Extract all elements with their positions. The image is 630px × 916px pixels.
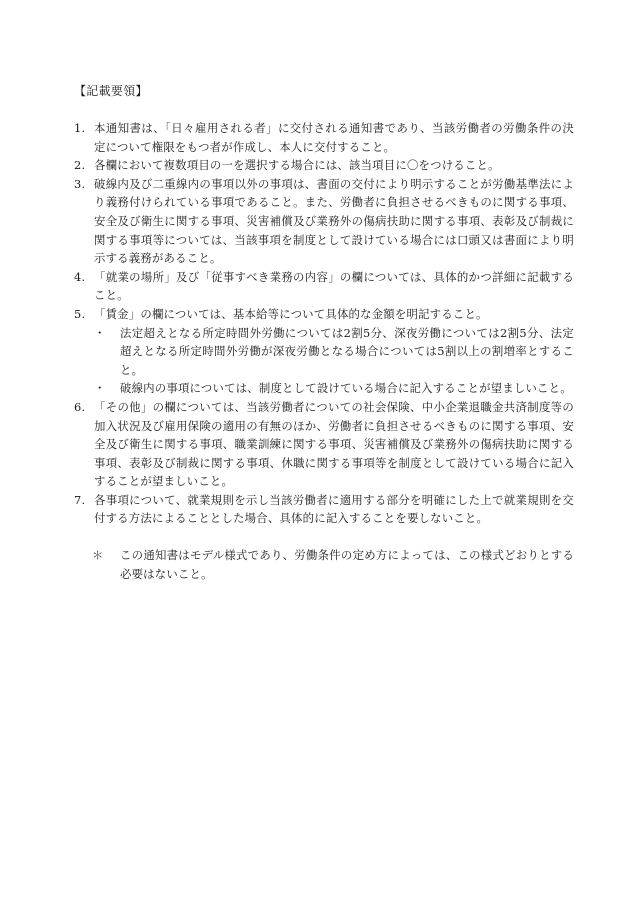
item-text: 各事項について、就業規則を示し当該労働者に適用する部分を明確にした上で就業規則を交付する方法によることとした場合、具体的に記入することを要しないこと。 (94, 492, 574, 526)
item-number: 6. (74, 399, 86, 414)
note-text: この通知書はモデル様式であり、労働条件の定め方によっては、この様式どおりとする必要はないこと。 (120, 548, 574, 581)
sub-item-text: 破線内の事項については、制度として設けている場合に記入することが望ましいこと。 (120, 381, 572, 396)
instruction-item-1 (74, 119, 574, 156)
sub-item-text: 法定超えとなる所定時間外労働については2割5分、深夜労働については2割5分、法定超えとなる所定時間外労働が深夜労働となる場合については5割以上の割増率とすること。 (120, 325, 574, 377)
asterisk-mark: ＊ (92, 548, 104, 563)
instruction-list (74, 119, 574, 528)
instruction-item-6 (74, 398, 574, 491)
wage-sub-list (74, 324, 574, 398)
wage-sub-item-2 (94, 379, 574, 398)
item-number: 3. (74, 176, 86, 191)
item-text: 破線内及び二重線内の事項以外の事項は、書面の交付により明示することが労働基準法により義務付けられている事項であること。また、労働者に負担させるべきものに関する事項、安全及び衛生に関する事項、災害補償及び業務外の傷病扶助に関する事項、表彰及び制裁に関する事項等については、当該事項を制度として設けている場合には口頭又は書面により明示する義務があること。 (94, 176, 574, 266)
item-number: 1. (74, 121, 86, 135)
item-number: 7. (74, 492, 86, 507)
wage-sub-item-1 (94, 324, 574, 380)
instruction-item-3 (74, 175, 574, 268)
page-heading: 【記載要領】 (74, 84, 148, 98)
bullet-mark: ・ (94, 325, 106, 340)
bullet-mark: ・ (94, 381, 106, 396)
model-form-note (74, 546, 574, 583)
instruction-item-5 (74, 305, 574, 324)
item-text: 本通知書は、「日々雇用される者」に交付される通知書であり、当該労働者の労働条件の決定について権限をもつ者が作成し、本人に交付すること。 (94, 121, 574, 154)
instruction-item-4 (74, 268, 574, 305)
instruction-item-2 (74, 156, 574, 175)
item-number: 4. (74, 269, 86, 284)
instruction-item-7 (74, 491, 574, 528)
item-text: 「賃金」の欄については、基本給等について具体的な金額を明記すること。 (94, 306, 488, 321)
item-number: 5. (74, 306, 86, 321)
item-text: 各欄において複数項目の一を選択する場合には、該当項目に〇をつけること。 (94, 158, 500, 173)
item-text: 「就業の場所」及び「従事すべき業務の内容」の欄については、具体的かつ詳細に記載すること。 (94, 269, 574, 303)
item-text: 「その他」の欄については、当該労働者についての社会保険、中小企業退職金共済制度等の加入状況及び雇用保険の適用の有無のほか、労働者に負担させるべきものに関する事項、安全及び衛生に関する事項、職業訓練に関する事項、災害補償及び業務外の傷病扶助に関する事項、表彰及び制裁に関する事項、休職に関する事項等を制度として設けている場合に記入することが望ましいこと。 (94, 399, 574, 489)
item-number: 2. (74, 158, 86, 173)
